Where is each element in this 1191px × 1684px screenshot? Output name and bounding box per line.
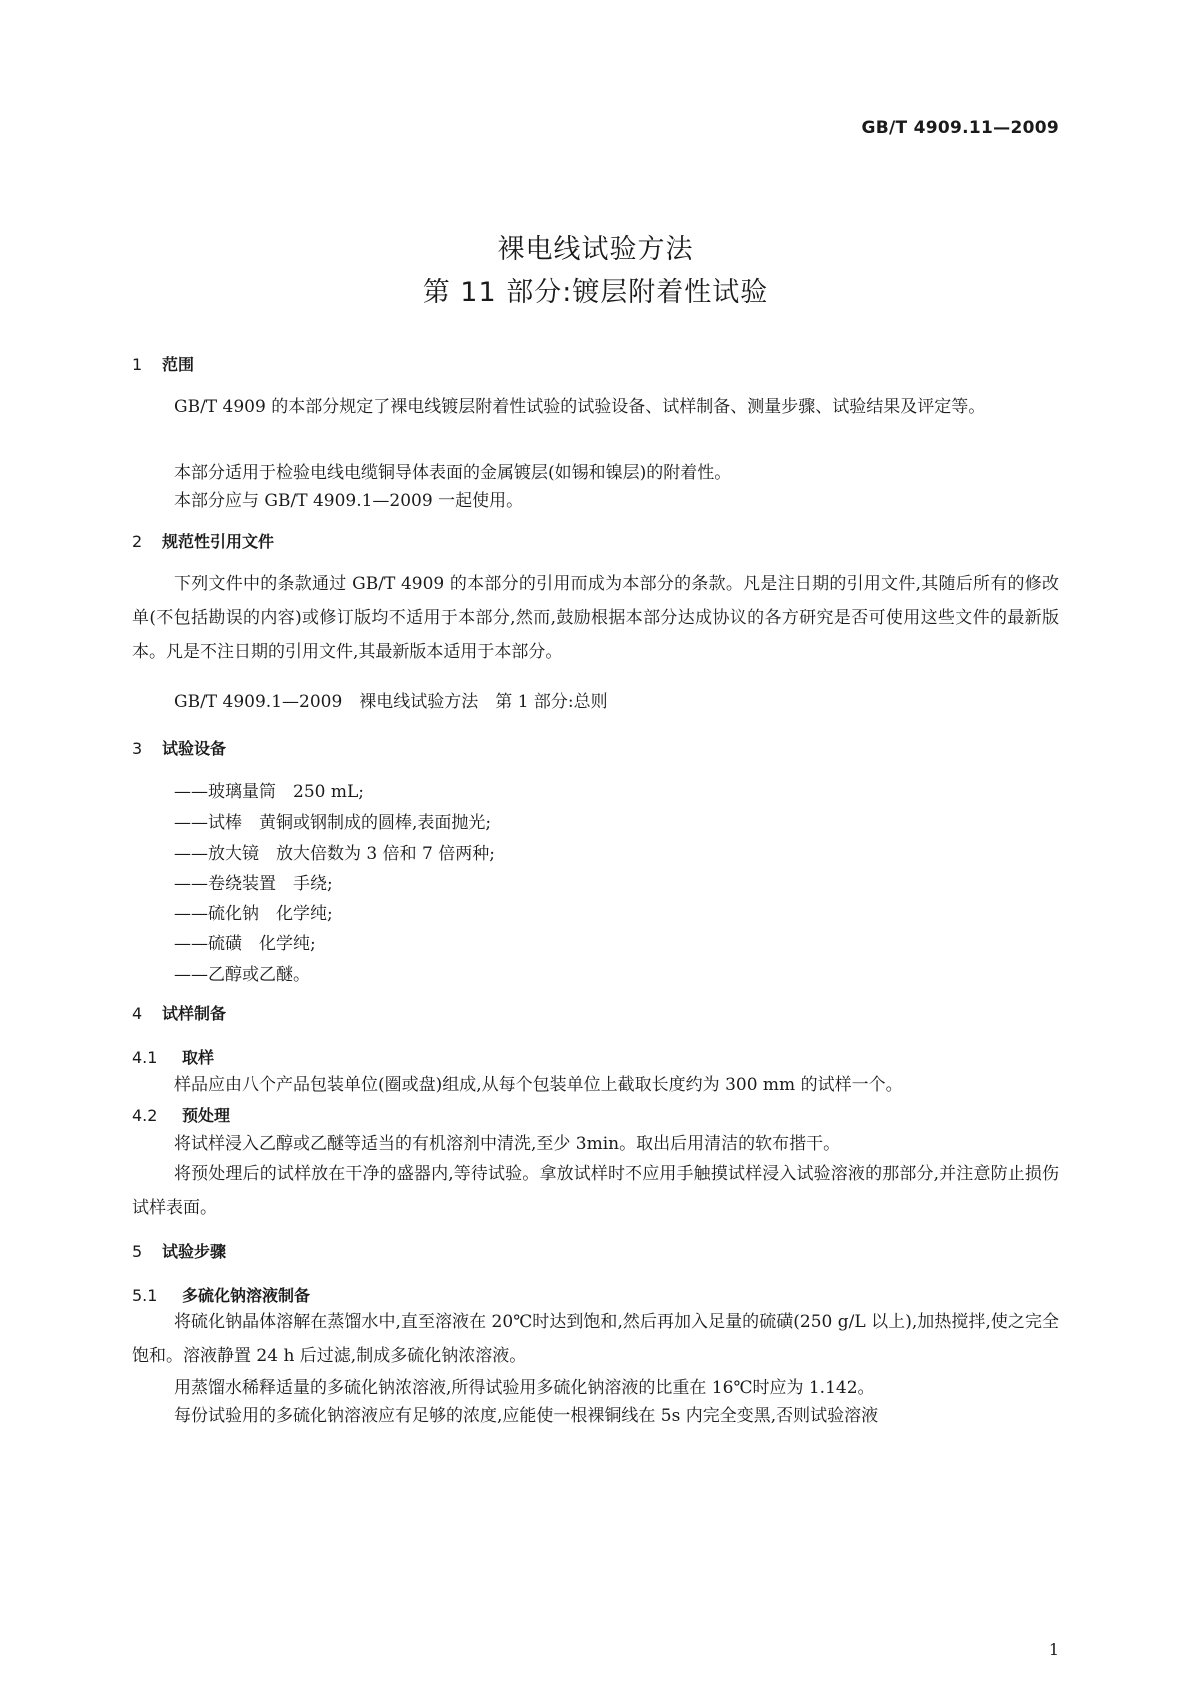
section-heading-4 — [132, 1001, 226, 1024]
section-heading-5 — [132, 1239, 226, 1262]
list-item: ——乙醇或乙醚。 — [174, 965, 310, 985]
subsection-number: 5.1 — [132, 1286, 158, 1305]
paragraph: 本部分适用于检验电线电缆铜导体表面的金属镀层(如锡和镍层)的附着性。 — [174, 463, 732, 483]
document-subtitle: 第 11 部分:镀层附着性试验 — [422, 277, 769, 308]
section-heading-3 — [132, 736, 226, 759]
section-title: 范围 — [162, 355, 195, 374]
list-item: ——硫化钠 化学纯; — [174, 904, 333, 924]
subsection-number: 4.1 — [132, 1048, 158, 1067]
document-title: 裸电线试验方法 — [497, 234, 694, 265]
list-item: ——卷绕装置 手绕; — [174, 874, 333, 894]
list-item: ——玻璃量筒 250 mL; — [174, 782, 364, 802]
list-item: ——放大镜 放大倍数为 3 倍和 7 倍两种; — [174, 844, 495, 864]
section-heading-1 — [132, 352, 194, 375]
subsection-number: 4.2 — [132, 1106, 158, 1125]
section-number: 5 — [132, 1242, 143, 1261]
paragraph: 下列文件中的条款通过 GB/T 4909 的本部分的引用而成为本部分的条款。凡是注日期的引用文件,其随后所有的修改单(不包括勘误的内容)或修订版均不适用于本部分,然而,鼓励根据本部分达成协议的各方研究是否可使用这些文件的最新版本。凡是不注日期的引用文件,其最新版本适用于本部分。 — [132, 574, 1059, 662]
section-title: 试验设备 — [162, 739, 227, 758]
paragraph: 用蒸馏水稀释适量的多硫化钠浓溶液,所得试验用多硫化钠溶液的比重在 16℃时应为 1.142。 — [174, 1378, 875, 1398]
section-number: 4 — [132, 1004, 143, 1023]
paragraph: 将试样浸入乙醇或乙醚等适当的有机溶剂中清洗,至少 3min。取出后用清洁的软布揩干。 — [174, 1134, 841, 1154]
subsection-title: 预处理 — [182, 1106, 231, 1125]
page-number: 1 — [1048, 1640, 1059, 1659]
list-item: ——试棒 黄铜或钢制成的圆棒,表面抛光; — [174, 813, 492, 833]
section-title: 试样制备 — [162, 1004, 227, 1023]
paragraph: 将硫化钠晶体溶解在蒸馏水中,直至溶液在 20℃时达到饱和,然后再加入足量的硫磺(250 g/L 以上),加热搅拌,使之完全饱和。溶液静置 24 h 后过滤,制成多硫化钠浓溶液。 — [132, 1312, 1059, 1366]
subsection-title: 取样 — [182, 1048, 215, 1067]
subsection-heading-4-2 — [132, 1103, 230, 1126]
section-heading-2 — [132, 529, 274, 552]
subsection-heading-5-1 — [132, 1283, 310, 1306]
paragraph: GB/T 4909 的本部分规定了裸电线镀层附着性试验的试验设备、试样制备、测量步骤、试验结果及评定等。 — [174, 397, 986, 417]
paragraph: 样品应由八个产品包装单位(圈或盘)组成,从每个包装单位上截取长度约为 300 mm 的试样一个。 — [174, 1075, 903, 1095]
section-title: 试验步骤 — [162, 1242, 227, 1261]
paragraph: 本部分应与 GB/T 4909.1—2009 一起使用。 — [174, 491, 524, 511]
subsection-title: 多硫化钠溶液制备 — [182, 1286, 311, 1305]
section-title: 规范性引用文件 — [162, 532, 275, 551]
list-item: ——硫磺 化学纯; — [174, 934, 316, 954]
section-number: 3 — [132, 739, 143, 758]
subsection-heading-4-1 — [132, 1045, 214, 1068]
paragraph: 每份试验用的多硫化钠溶液应有足够的浓度,应能使一根裸铜线在 5s 内完全变黑,否则试验溶液 — [174, 1406, 879, 1426]
section-number: 2 — [132, 532, 143, 551]
normative-reference: GB/T 4909.1—2009 裸电线试验方法 第 1 部分:总则 — [174, 692, 608, 712]
section-number: 1 — [132, 355, 143, 374]
paragraph: 将预处理后的试样放在干净的盛器内,等待试验。拿放试样时不应用手触摸试样浸入试验溶液的那部分,并注意防止损伤试样表面。 — [132, 1164, 1059, 1218]
standard-code: GB/T 4909.11—2009 — [861, 118, 1059, 138]
